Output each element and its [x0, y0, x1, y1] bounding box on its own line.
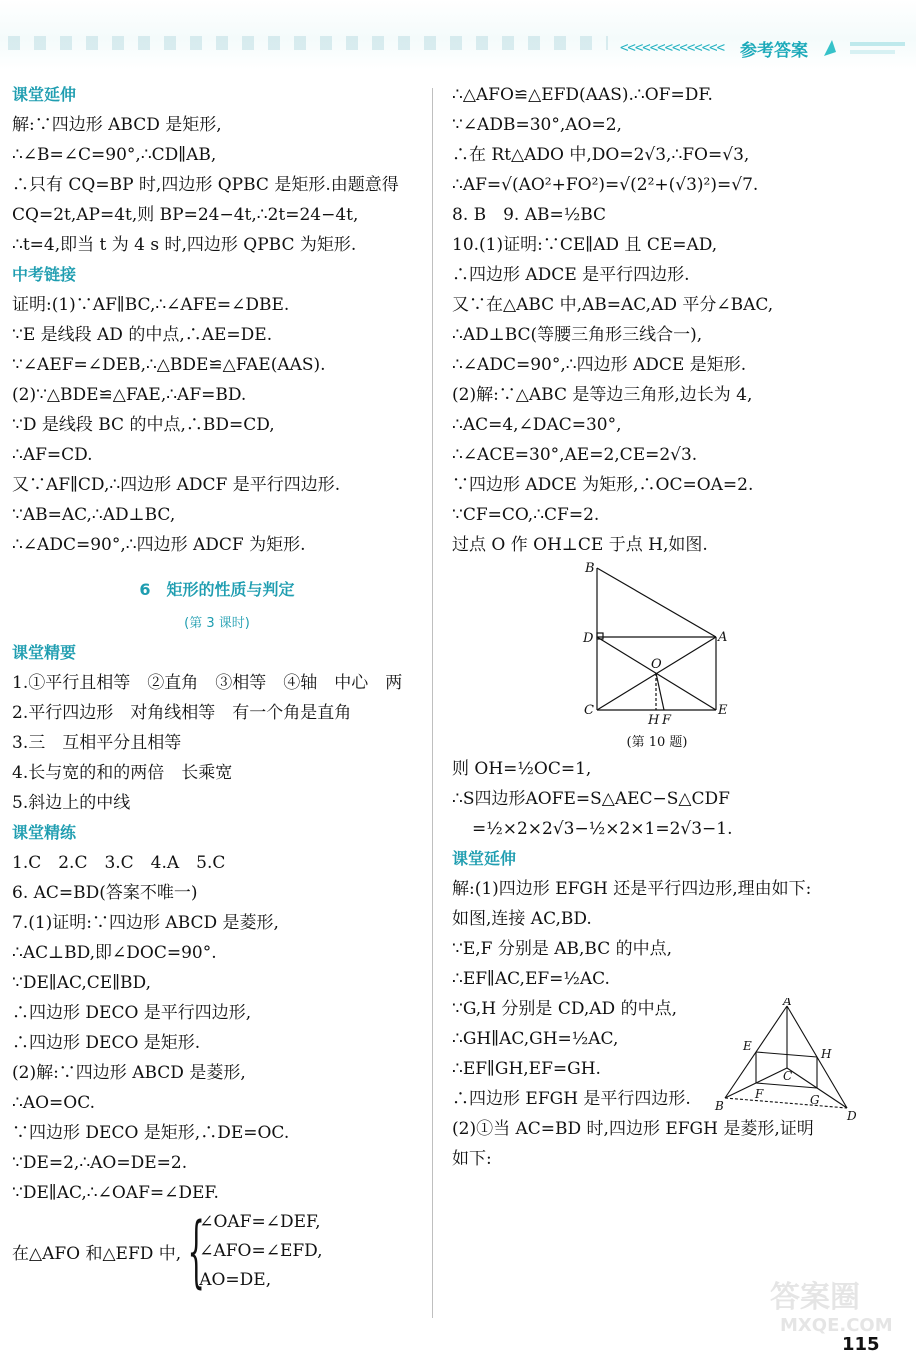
text-line: ∵四边形 DECO 是矩形,∴DE=OC. [12, 1123, 290, 1143]
text-line: 则 OH=½OC=1, [452, 759, 592, 779]
text-line: 5.斜边上的中线 [12, 793, 131, 813]
section-heading: 中考链接 [12, 265, 77, 284]
text-line: ∵E 是线段 AD 的中点,∴AE=DE. [12, 325, 273, 345]
text-line: ∴AD⊥BC(等腰三角形三线合一), [452, 325, 703, 345]
text-line: 10.(1)证明:∵CE∥AD 且 CE=AD, [452, 235, 718, 255]
text-line: ∴△AFO≌△EFD(AAS).∴OF=DF. [452, 85, 713, 105]
figure-caption: (第 10 题) [626, 735, 688, 750]
text-line: ∴∠B=∠C=90°,∴CD∥AB, [12, 145, 217, 165]
text-line: 6. AC=BD(答案不唯一) [12, 883, 198, 903]
text-line: ∴GH∥AC,GH=½AC, [452, 1029, 619, 1049]
text-line: ∵∠AEF=∠DEB,∴△BDE≌△FAE(AAS). [12, 355, 326, 375]
text-line: (2)①当 AC=BD 时,四边形 EFGH 是菱形,证明 [452, 1119, 814, 1139]
text-line: (2)解:∵四边形 ABCD 是菱形, [12, 1063, 246, 1083]
lesson-number: (第 3 课时) [184, 616, 250, 631]
svg-text:A: A [718, 630, 728, 645]
text-line: 4.长与宽的和的两倍 长乘宽 [12, 763, 233, 783]
figure-10 [452, 560, 862, 754]
text-line: 1.①平行且相等 ②直角 ③相等 ④轴 中心 两 [12, 673, 403, 693]
svg-text:E: E [743, 1039, 752, 1053]
text-line: ∴AO=OC. [12, 1093, 96, 1113]
svg-text:C: C [584, 703, 594, 718]
section-heading: 课堂延伸 [12, 85, 77, 104]
svg-text:B: B [585, 561, 595, 576]
svg-text:MXQE.COM: MXQE.COM [780, 1315, 893, 1335]
system-prefix: 在△AFO 和△EFD 中, [12, 1244, 182, 1264]
text-line: 解:(1)四边形 EFGH 还是平行四边形,理由如下: [452, 879, 812, 899]
text-line: ∵G,H 分别是 CD,AD 的中点, [452, 999, 677, 1019]
lesson-title: 6 矩形的性质与判定 [139, 580, 295, 599]
svg-text:D: D [847, 1109, 857, 1122]
header-arrows: <<<<<<<<<<<<<< [620, 40, 725, 56]
text-line: =½×2×2√3−½×2×1=2√3−1. [472, 819, 733, 839]
text-line: ∴S四边形AOFE=S△AEC−S△CDF [452, 789, 730, 809]
page-number: 115 [842, 1334, 880, 1355]
svg-text:G: G [810, 1093, 820, 1107]
text-line: ∵DE=2,∴AO=DE=2. [12, 1153, 188, 1173]
text-line: ∴四边形 DECO 是平行四边形, [12, 1003, 252, 1023]
text-line: ∵四边形 ADCE 为矩形,∴OC=OA=2. [452, 475, 754, 495]
text-line: ∴只有 CQ=BP 时,四边形 QPBC 是矩形.由题意得 [12, 175, 399, 195]
svg-text:H: H [821, 1047, 832, 1061]
text-line: ∵CF=CO,∴CF=2. [452, 505, 600, 525]
svg-text:B: B [715, 1099, 724, 1113]
text-line: ∵AB=AC,∴AD⊥BC, [12, 505, 176, 525]
svg-text:F: F [755, 1087, 764, 1101]
quadrilateral-diagram [707, 998, 867, 1122]
svg-text:F: F [662, 713, 672, 728]
quadrilateral-figure [707, 998, 867, 1126]
svg-text:A: A [783, 998, 792, 1008]
system-line: ∠OAF=∠DEF, [199, 1212, 321, 1232]
text-line: ∴AC⊥BD,即∠DOC=90°. [12, 943, 217, 963]
text-line: ∴∠ADC=90°,∴四边形 ADCE 是矩形. [452, 355, 747, 375]
text-line: (2)∵△BDE≌△FAE,∴AF=BD. [12, 385, 247, 405]
svg-text:E: E [718, 703, 728, 718]
text-line: 如下: [452, 1149, 492, 1169]
text-line: ∴四边形 ADCE 是平行四边形. [452, 265, 690, 285]
text-line: 又∵在△ABC 中,AB=AC,AD 平分∠BAC, [452, 295, 774, 315]
svg-text:D: D [583, 631, 594, 646]
text-line: ∴四边形 DECO 是矩形. [12, 1033, 201, 1053]
text-line: 证明:(1)∵AF∥BC,∴∠AFE=∠DBE. [12, 295, 290, 315]
section-heading: 课堂延伸 [452, 849, 517, 868]
header-decoration [8, 36, 608, 50]
system-lines [199, 1208, 322, 1295]
text-line: ∴AF=CD. [12, 445, 93, 465]
text-line: ∴AC=4,∠DAC=30°, [452, 415, 622, 435]
text-line: 2.平行四边形 对角线相等 有一个角是直角 [12, 703, 352, 723]
text-line: ∴∠ACE=30°,AE=2,CE=2√3. [452, 445, 698, 465]
text-line: ∵E,F 分别是 AB,BC 的中点, [452, 939, 673, 959]
text-line: ∴EF∥AC,EF=½AC. [452, 969, 610, 989]
text-line: 过点 O 作 OH⊥CE 于点 H,如图. [452, 535, 708, 555]
text-line: ∴t=4,即当 t 为 4 s 时,四边形 QPBC 为矩形. [12, 235, 357, 255]
equation-system [12, 1208, 422, 1295]
figure-10-diagram [452, 560, 862, 728]
watermark-logo [760, 1275, 910, 1335]
text-line: ∵D 是线段 BC 的中点,∴BD=CD, [12, 415, 275, 435]
left-column [12, 80, 422, 1295]
svg-text:O: O [651, 657, 662, 672]
text-line: 又∵AF∥CD,∴四边形 ADCF 是平行四边形. [12, 475, 341, 495]
right-column [452, 80, 862, 1174]
text-line: 1.C 2.C 3.C 4.A 5.C [12, 853, 226, 873]
header-title: 参考答案 [740, 41, 808, 61]
system-line: AO=DE, [199, 1270, 272, 1290]
section-heading: 课堂精练 [12, 823, 77, 842]
text-line: 7.(1)证明:∵四边形 ABCD 是菱形, [12, 913, 279, 933]
text-line: ∴四边形 EFGH 是平行四边形. [452, 1089, 691, 1109]
text-line: ∵DE∥AC,∴∠OAF=∠DEF. [12, 1183, 219, 1203]
column-divider [432, 88, 433, 1318]
text-line: ∴AF=√(AO²+FO²)=√(2²+(√3)²)=√7. [452, 175, 759, 195]
section-heading: 课堂精要 [12, 643, 77, 662]
text-line: ∴EF∥GH,EF=GH. [452, 1059, 601, 1079]
svg-text:答案圈: 答案圈 [770, 1280, 860, 1315]
brace-symbol: { [187, 1206, 206, 1297]
text-line: 如图,连接 AC,BD. [452, 909, 592, 929]
text-line: ∴∠ADC=90°,∴四边形 ADCF 为矩形. [12, 535, 306, 555]
text-line: 8. B 9. AB=½BC [452, 205, 607, 225]
system-line: ∠AFO=∠EFD, [199, 1241, 323, 1261]
text-line: CQ=2t,AP=4t,则 BP=24−4t,∴2t=24−4t, [12, 205, 359, 225]
text-line: 解:∵四边形 ABCD 是矩形, [12, 115, 222, 135]
svg-text:H: H [648, 713, 660, 728]
text-line: ∵∠ADB=30°,AO=2, [452, 115, 622, 135]
text-line: (2)解:∵△ABC 是等边三角形,边长为 4, [452, 385, 753, 405]
svg-text:C: C [783, 1069, 793, 1083]
text-line: 3.三 互相平分且相等 [12, 733, 182, 753]
text-line: ∴在 Rt△ADO 中,DO=2√3,∴FO=√3, [452, 145, 750, 165]
header-leaf-icon [820, 34, 910, 64]
text-line: ∵DE∥AC,CE∥BD, [12, 973, 151, 993]
